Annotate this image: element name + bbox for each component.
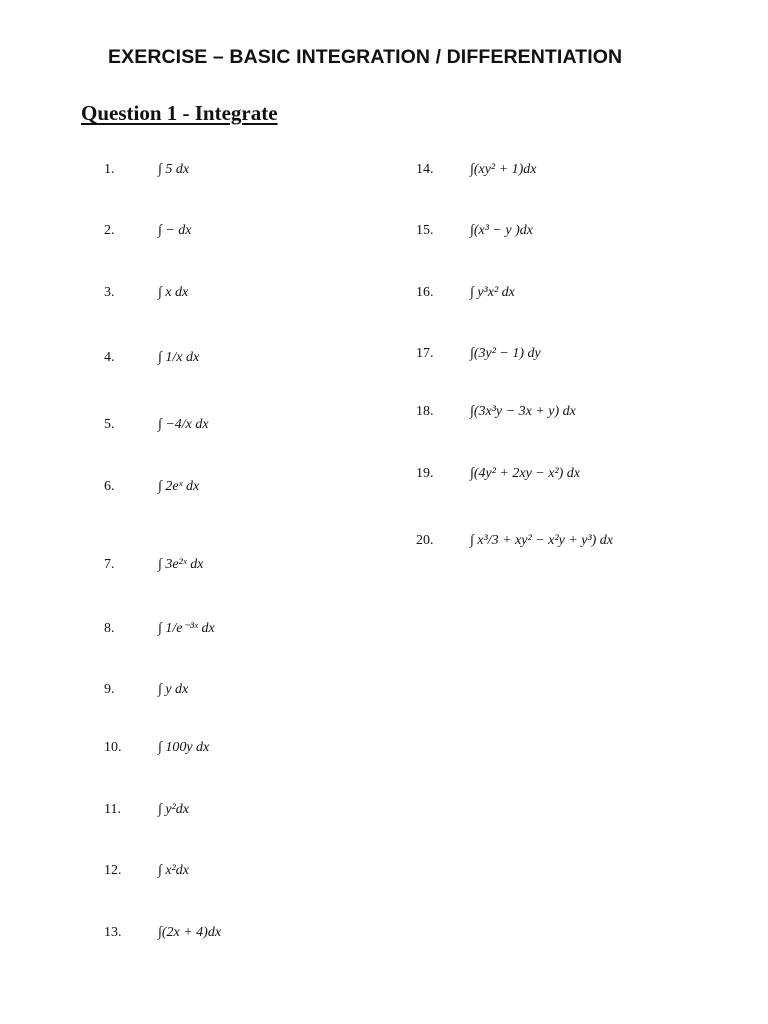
item-number: 7. xyxy=(104,557,115,572)
item-number: 16. xyxy=(416,285,434,300)
question-heading: Question 1 - Integrate xyxy=(81,101,278,125)
integral-expression: ∫ 3e²ˣ dx xyxy=(158,557,204,572)
item-number: 18. xyxy=(416,404,434,419)
item-number: 13. xyxy=(104,925,122,940)
item-number: 2. xyxy=(104,223,115,238)
item-number: 6. xyxy=(104,479,115,494)
item-number: 10. xyxy=(104,740,122,755)
integral-expression: ∫ y dx xyxy=(158,682,189,697)
integral-expression: ∫ 2eˣ dx xyxy=(158,479,200,494)
integral-expression: ∫ 5 dx xyxy=(158,162,190,177)
item-number: 9. xyxy=(104,682,115,697)
item-number: 4. xyxy=(104,350,115,365)
item-number: 14. xyxy=(416,162,434,177)
integral-expression: ∫(2x + 4)dx xyxy=(158,925,222,940)
item-number: 5. xyxy=(104,417,115,432)
item-number: 11. xyxy=(104,802,121,817)
integral-expression: ∫(3y² − 1) dy xyxy=(470,346,541,361)
integral-expression: ∫ 1/e⁻³ˣ dx xyxy=(158,621,215,636)
item-number: 1. xyxy=(104,162,115,177)
integral-expression: ∫(x³ − y )dx xyxy=(470,223,533,238)
integral-expression: ∫ x dx xyxy=(158,285,189,300)
integral-expression: ∫ −4/x dx xyxy=(158,417,209,432)
integral-expression: ∫ 1/x dx xyxy=(158,350,200,365)
integral-expression: ∫ y²dx xyxy=(158,802,189,817)
integral-expression: ∫ x²dx xyxy=(158,863,189,878)
item-number: 8. xyxy=(104,621,115,636)
item-number: 19. xyxy=(416,466,434,481)
item-number: 3. xyxy=(104,285,115,300)
item-number: 20. xyxy=(416,533,434,548)
document-title: EXERCISE – BASIC INTEGRATION / DIFFERENTIATION xyxy=(108,46,623,68)
item-number: 15. xyxy=(416,223,434,238)
integral-expression: ∫(3x³y − 3x + y) dx xyxy=(470,404,576,419)
integral-expression: ∫ 100y dx xyxy=(158,740,210,755)
item-number: 12. xyxy=(104,863,122,878)
integral-expression: ∫ x³/3 + xy² − x²y + y³) dx xyxy=(470,533,614,548)
integral-expression: ∫(4y² + 2xy − x²) dx xyxy=(470,466,581,481)
item-number: 17. xyxy=(416,346,434,361)
integral-expression: ∫(xy² + 1)dx xyxy=(470,162,537,177)
integral-expression: ∫ − dx xyxy=(158,223,192,238)
integral-expression: ∫ y³x² dx xyxy=(470,285,515,300)
